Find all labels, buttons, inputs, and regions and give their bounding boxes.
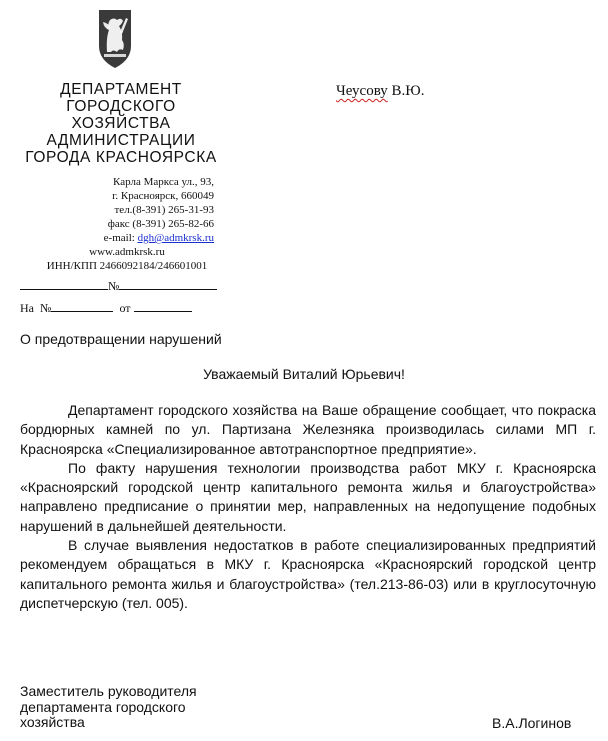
addressee-initials: В.Ю. xyxy=(391,83,425,99)
fax-line: факс (8-391) 265-82-66 xyxy=(107,218,214,230)
phone-line: тел.(8-391) 265-31-93 xyxy=(114,204,214,216)
email-line xyxy=(0,231,214,245)
inn-line: ИНН/КПП 2466092184/246601001 xyxy=(46,260,208,272)
number-sign: № xyxy=(40,301,52,315)
position-line: департамента городского xyxy=(20,698,186,715)
dept-line: ГОРОДСКОГО xyxy=(66,98,176,115)
incoming-reference-line xyxy=(20,300,192,316)
department-heading xyxy=(0,81,242,166)
letter-body xyxy=(20,401,596,613)
website-line: www.admkrsk.ru xyxy=(89,246,165,258)
addressee-surname: Чеусову xyxy=(336,83,388,99)
body-paragraph: Департамент городского хозяйства на Ваше обращение сообщает, что покраска бордюрных камней по ул. Партизана Железняка производилась силами МП г. Красноярска «Специализированное автотранспортное предприятие». xyxy=(20,402,596,457)
addressee xyxy=(336,83,424,100)
body-paragraph: В случае выявления недостатков в работе специализированных предприятий рекомендуем обращаться в МКУ г. Красноярска «Красноярский городской центр капитального ремонта жилья и благоустройства» (тел.213-86-03) или в круглосуточную диспетчерскую (тел. 005). xyxy=(20,537,596,611)
from-label: от xyxy=(119,301,131,315)
letter-subject: О предотвращении нарушений xyxy=(20,331,222,347)
body-paragraph: По факту нарушения технологии производства работ МКУ г. Красноярска «Красноярский городской центр капитального ремонта жилья и благоустройства» направлено предписание о принятии мер, направленных на недопущение подобных нарушений в дальнейшей деятельности. xyxy=(20,459,596,534)
coat-of-arms-icon xyxy=(95,8,135,70)
address-line: г. Красноярск, 660049 xyxy=(112,190,214,202)
email-label: e-mail: xyxy=(103,232,135,244)
letter-greeting: Уважаемый Виталий Юрьевич! xyxy=(203,366,405,382)
dept-line: ДЕПАРТАМЕНТ xyxy=(60,81,182,98)
email-link[interactable]: dgh@admkrsk.ru xyxy=(137,232,214,244)
address-line: Карла Маркса ул., 93, xyxy=(113,176,214,188)
number-sign: № xyxy=(108,279,120,293)
dept-line: ХОЗЯЙСТВА xyxy=(71,115,171,132)
position-line: Заместитель руководителя xyxy=(20,683,197,699)
position-line: хозяйства xyxy=(20,714,85,731)
on-label: На xyxy=(20,301,34,315)
contacts-block xyxy=(0,175,242,273)
dept-line: ГОРОДА КРАСНОЯРСКА xyxy=(25,149,217,166)
signatory-name: В.А.Логинов xyxy=(492,715,572,731)
signature-position xyxy=(20,684,197,731)
outgoing-number-line xyxy=(20,278,217,294)
dept-line: АДМИНИСТРАЦИИ xyxy=(46,132,196,149)
